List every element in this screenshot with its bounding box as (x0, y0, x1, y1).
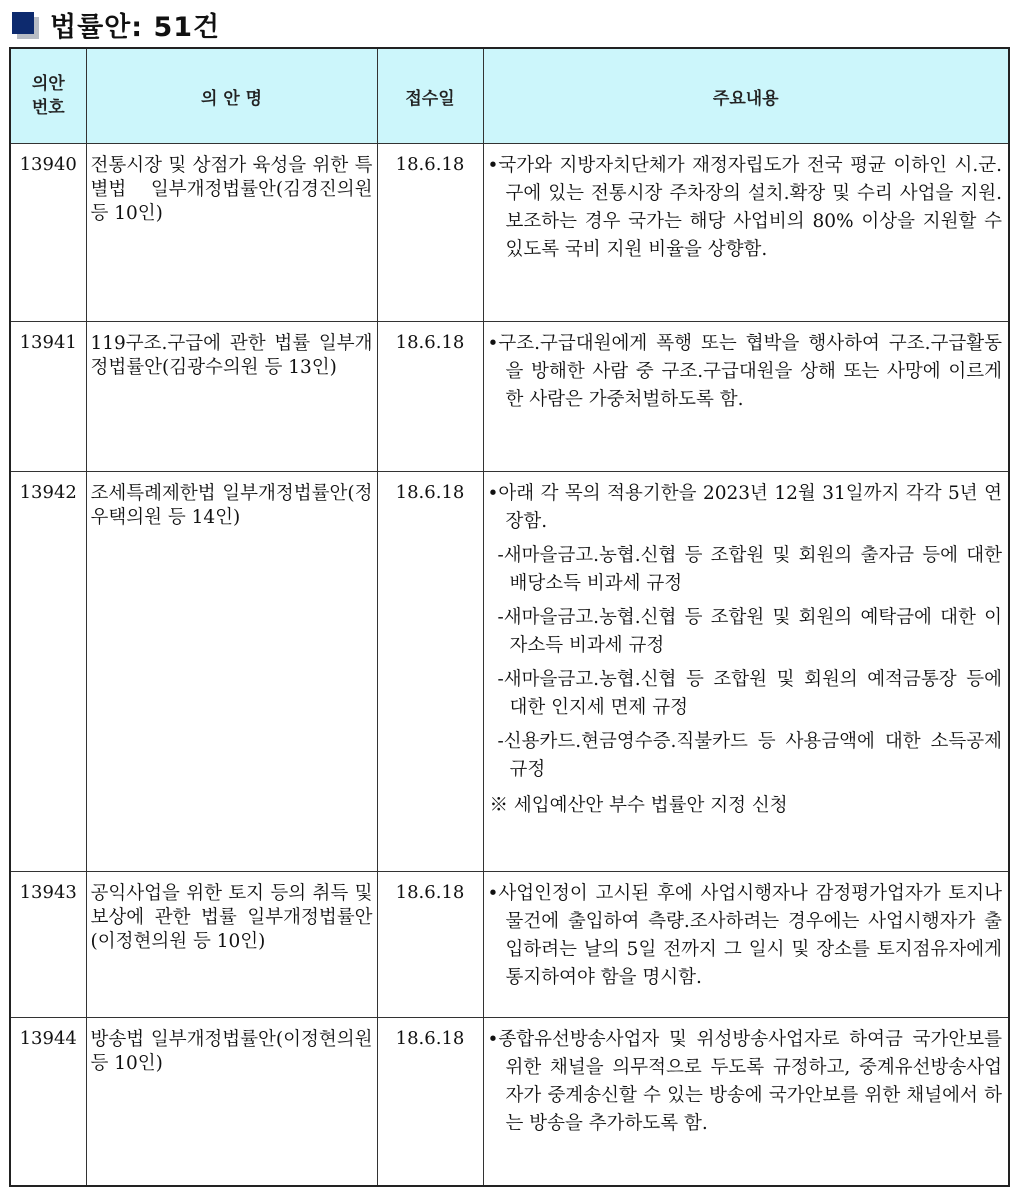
content-sub-item: -신용카드.현금영수증.직불카드 등 사용금액에 대한 소득공제 규정 (497, 731, 1002, 780)
bills-table (9, 47, 1010, 1187)
square-bullet-icon (12, 12, 36, 36)
bill-name: 공익사업을 위한 토지 등의 취득 및 보상에 관한 법률 일부개정법률안(이정현의원 등 10인) (86, 872, 377, 1018)
content-bullet: •구조.구급대원에게 폭행 또는 협박을 행사하여 구조.구급활동을 방해한 사람 중 구조.구급대원을 상해 또는 사망에 이르게 한 사람은 가중처벌하도록 함. (487, 333, 1002, 410)
table-row (10, 144, 1009, 322)
bill-content (483, 322, 1009, 472)
content-bullet: •국가와 지방자치단체가 재정자립도가 전국 평균 이하인 시.군.구에 있는 전통시장 주차장의 설치.확장 및 수리 사업을 지원.보조하는 경우 국가는 해당 사업비의 80% 이상을 지원할 수 있도록 국비 지원 비율을 상향함. (487, 155, 1002, 260)
bill-number: 13944 (10, 1018, 86, 1186)
bill-content (483, 144, 1009, 322)
content-bullet: •사업인정이 고시된 후에 사업시행자나 감정평가업자가 토지나 물건에 출입하여 측량.조사하려는 경우에는 사업시행자가 출입하려는 날의 5일 전까지 그 일시 및 장소를 토지점유자에게 통지하여야 함을 명시함. (487, 883, 1002, 988)
bill-date: 18.6.18 (377, 872, 483, 1018)
bill-name: 전통시장 및 상점가 육성을 위한 특별법 일부개정법률안(김경진의원 등 10인) (86, 144, 377, 322)
bill-content (483, 1018, 1009, 1186)
bill-date: 18.6.18 (377, 472, 483, 872)
bill-content (483, 472, 1009, 872)
bill-date: 18.6.18 (377, 144, 483, 322)
content-sub-item: -새마을금고.농협.신협 등 조합원 및 회원의 예탁금에 대한 이자소득 비과세 규정 (497, 607, 1002, 656)
page-title: 법률안: 51건 (50, 11, 221, 43)
column-header-content: 주요내용 (483, 48, 1009, 144)
bill-name: 조세특례제한법 일부개정법률안(정우택의원 등 14인) (86, 472, 377, 872)
content-sub-item: -새마을금고.농협.신협 등 조합원 및 회원의 출자금 등에 대한 배당소득 비과세 규정 (497, 545, 1002, 594)
content-bullet: •아래 각 목의 적용기한을 2023년 12월 31일까지 각각 5년 연장함. (487, 483, 1002, 532)
bill-date: 18.6.18 (377, 322, 483, 472)
bill-date: 18.6.18 (377, 1018, 483, 1186)
bill-name: 방송법 일부개정법률안(이정현의원 등 10인) (86, 1018, 377, 1186)
bill-number: 13943 (10, 872, 86, 1018)
bill-number: 13942 (10, 472, 86, 872)
column-header-name: 의 안 명 (86, 48, 377, 144)
table-row (10, 472, 1009, 872)
content-note: ※ 세입예산안 부수 법률안 지정 신청 (489, 795, 788, 816)
table-row (10, 322, 1009, 472)
table-row (10, 872, 1009, 1018)
bill-content (483, 872, 1009, 1018)
table-header-row (10, 48, 1009, 144)
table-row (10, 1018, 1009, 1186)
content-bullet: •종합유선방송사업자 및 위성방송사업자로 하여금 국가안보를 위한 채널을 의무적으로 두도록 규정하고, 중계유선방송사업자가 중계송신할 수 있는 방송에 국가안보를 위한 채널에서 하는 방송을 추가하도록 함. (487, 1029, 1002, 1134)
bill-number: 13941 (10, 322, 86, 472)
content-sub-item: -새마을금고.농협.신협 등 조합원 및 회원의 예적금통장 등에 대한 인지세 면제 규정 (497, 669, 1002, 718)
column-header-date: 접수일 (377, 48, 483, 144)
bill-name: 119구조.구급에 관한 법률 일부개정법률안(김광수의원 등 13인) (86, 322, 377, 472)
page-header (12, 4, 220, 44)
bill-number: 13940 (10, 144, 86, 322)
column-header-no: 의안 번호 (10, 48, 86, 144)
